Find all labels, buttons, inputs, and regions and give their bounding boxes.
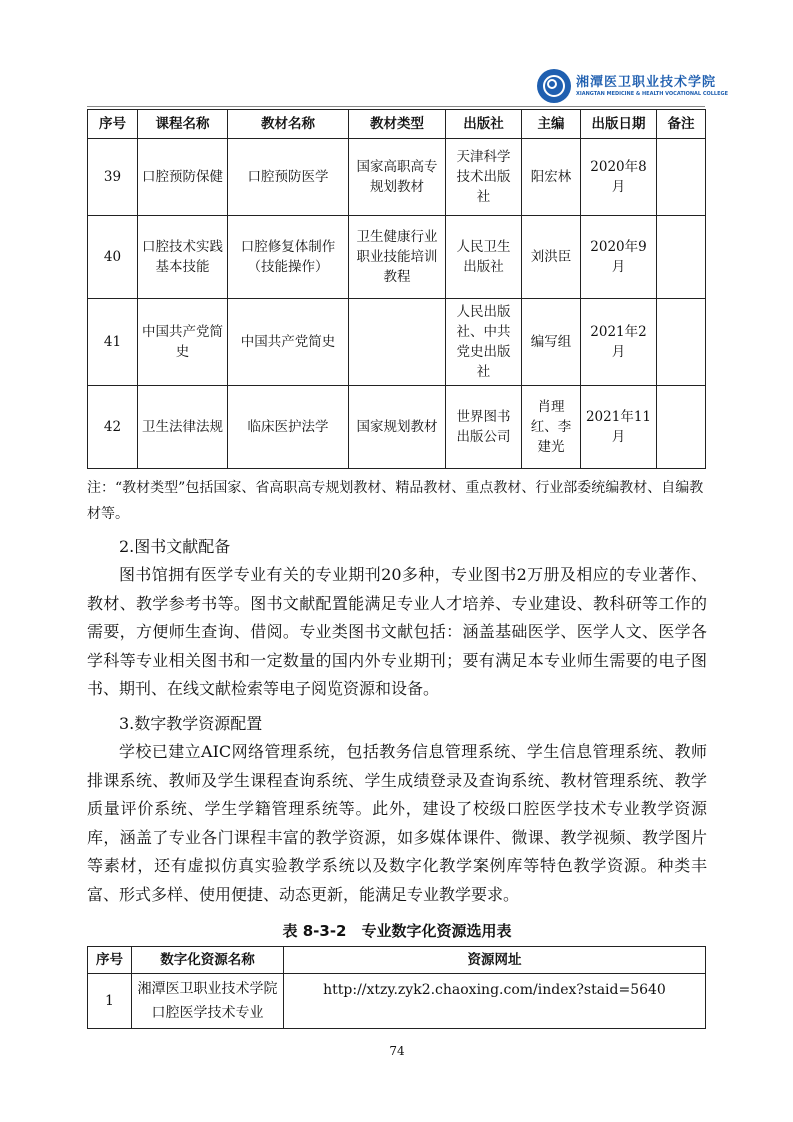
cell-index: 1 — [88, 973, 132, 1028]
cell-resource-name: 湘潭医卫职业技术学院口腔医学技术专业 — [132, 973, 284, 1028]
cell-publisher: 天津科学技术出版社 — [446, 139, 522, 216]
column-header: 序号 — [88, 110, 138, 139]
column-header: 课程名称 — [138, 110, 228, 139]
table-row — [88, 973, 706, 1028]
college-logo — [537, 66, 728, 106]
cell-editor: 编写组 — [522, 299, 581, 386]
page-header — [87, 66, 729, 106]
table-row — [88, 386, 706, 469]
paragraph-digital-resources: 学校已建立AIC网络管理系统，包括教务信息管理系统、学生信息管理系统、教师排课系统、教师及学生课程查询系统、学生成绩登录及查询系统、教材管理系统、教学质量评价系统、学生学籍管理系统等。此外，建设了校级口腔医学技术专业教学资源库，涵盖了专业各门课程丰富的教学资源，如多媒体课件、微课、教学视频、教学图片等素材，还有虚拟仿真实验教学系统以及数字化教学案例库等特色教学资源。种类丰富、形式多样、使用便捷、动态更新，能满足专业教学要求。 — [87, 741, 707, 904]
cell-index: 41 — [88, 299, 138, 386]
cell-remark — [657, 216, 706, 299]
page-number: 74 — [389, 1043, 405, 1058]
column-header: 序号 — [88, 946, 132, 973]
logo-english-name: XIANGTAN MEDICINE & HEALTH VOCATIONAL COLLEGE — [576, 90, 729, 97]
table-note: 注：“教材类型”包括国家、省高职高专规划教材、精品教材、重点教材、行业部委统编教材、自编教材等。 — [87, 480, 704, 522]
college-emblem-icon — [537, 69, 571, 103]
paragraph-library: 图书馆拥有医学专业有关的专业期刊20多种，专业图书2万册及相应的专业著作、教材、教学参考书等。图书文献配置能满足专业人才培养、专业建设、教科研等工作的需要，方便师生查询、借阅。专业类图书文献包括：涵盖基础医学、医学人文、医学各学科等专业相关图书和一定数量的国内外专业期刊；要有满足本专业师生需要的电子图书、期刊、在线文献检索等电子阅览资源和设备。 — [87, 565, 707, 699]
cell-publisher: 世界图书出版公司 — [446, 386, 522, 469]
cell-editor: 阳宏林 — [522, 139, 581, 216]
cell-editor: 刘洪臣 — [522, 216, 581, 299]
table-caption: 表 8-3-2 专业数字化资源选用表 — [282, 921, 512, 940]
cell-type — [349, 299, 446, 386]
section-heading-library: 2.图书文献配备 — [119, 537, 231, 556]
header-divider — [87, 106, 705, 107]
column-header: 数字化资源名称 — [132, 946, 284, 973]
column-header: 资源网址 — [284, 946, 706, 973]
column-header: 出版日期 — [581, 110, 657, 139]
cell-remark — [657, 139, 706, 216]
cell-course: 口腔技术实践基本技能 — [138, 216, 228, 299]
cell-publisher: 人民卫生出版社 — [446, 216, 522, 299]
column-header: 出版社 — [446, 110, 522, 139]
table-header-row — [88, 946, 706, 973]
cell-date: 2020年8月 — [581, 139, 657, 216]
column-header: 主编 — [522, 110, 581, 139]
cell-type: 国家规划教材 — [349, 386, 446, 469]
cell-publisher: 人民出版社、中共党史出版社 — [446, 299, 522, 386]
cell-index: 42 — [88, 386, 138, 469]
cell-textbook: 中国共产党简史 — [228, 299, 349, 386]
cell-remark — [657, 386, 706, 469]
column-header: 备注 — [657, 110, 706, 139]
cell-course: 中国共产党简史 — [138, 299, 228, 386]
table-row — [88, 299, 706, 386]
cell-date: 2021年11月 — [581, 386, 657, 469]
cell-date: 2021年2月 — [581, 299, 657, 386]
cell-course: 口腔预防保健 — [138, 139, 228, 216]
table-row — [88, 216, 706, 299]
logo-chinese-name: 湘潭医卫职业技术学院 — [576, 74, 717, 90]
textbook-table — [87, 109, 706, 469]
cell-editor: 肖理红、李建光 — [522, 386, 581, 469]
digital-resource-table — [87, 946, 706, 1029]
table-header-row — [88, 110, 706, 139]
cell-textbook: 临床医护法学 — [228, 386, 349, 469]
cell-type: 国家高职高专规划教材 — [349, 139, 446, 216]
cell-type: 卫生健康行业职业技能培训教程 — [349, 216, 446, 299]
column-header: 教材类型 — [349, 110, 446, 139]
column-header: 教材名称 — [228, 110, 349, 139]
cell-textbook: 口腔预防医学 — [228, 139, 349, 216]
cell-index: 40 — [88, 216, 138, 299]
table-row — [88, 139, 706, 216]
cell-index: 39 — [88, 139, 138, 216]
cell-remark — [657, 299, 706, 386]
cell-date: 2020年9月 — [581, 216, 657, 299]
cell-textbook: 口腔修复体制作（技能操作） — [228, 216, 349, 299]
section-heading-digital-resources: 3.数字教学资源配置 — [119, 713, 263, 733]
cell-course: 卫生法律法规 — [138, 386, 228, 469]
resource-url-link[interactable]: http://xtzy.zyk2.chaoxing.com/index?staid=5640 — [284, 973, 706, 1028]
